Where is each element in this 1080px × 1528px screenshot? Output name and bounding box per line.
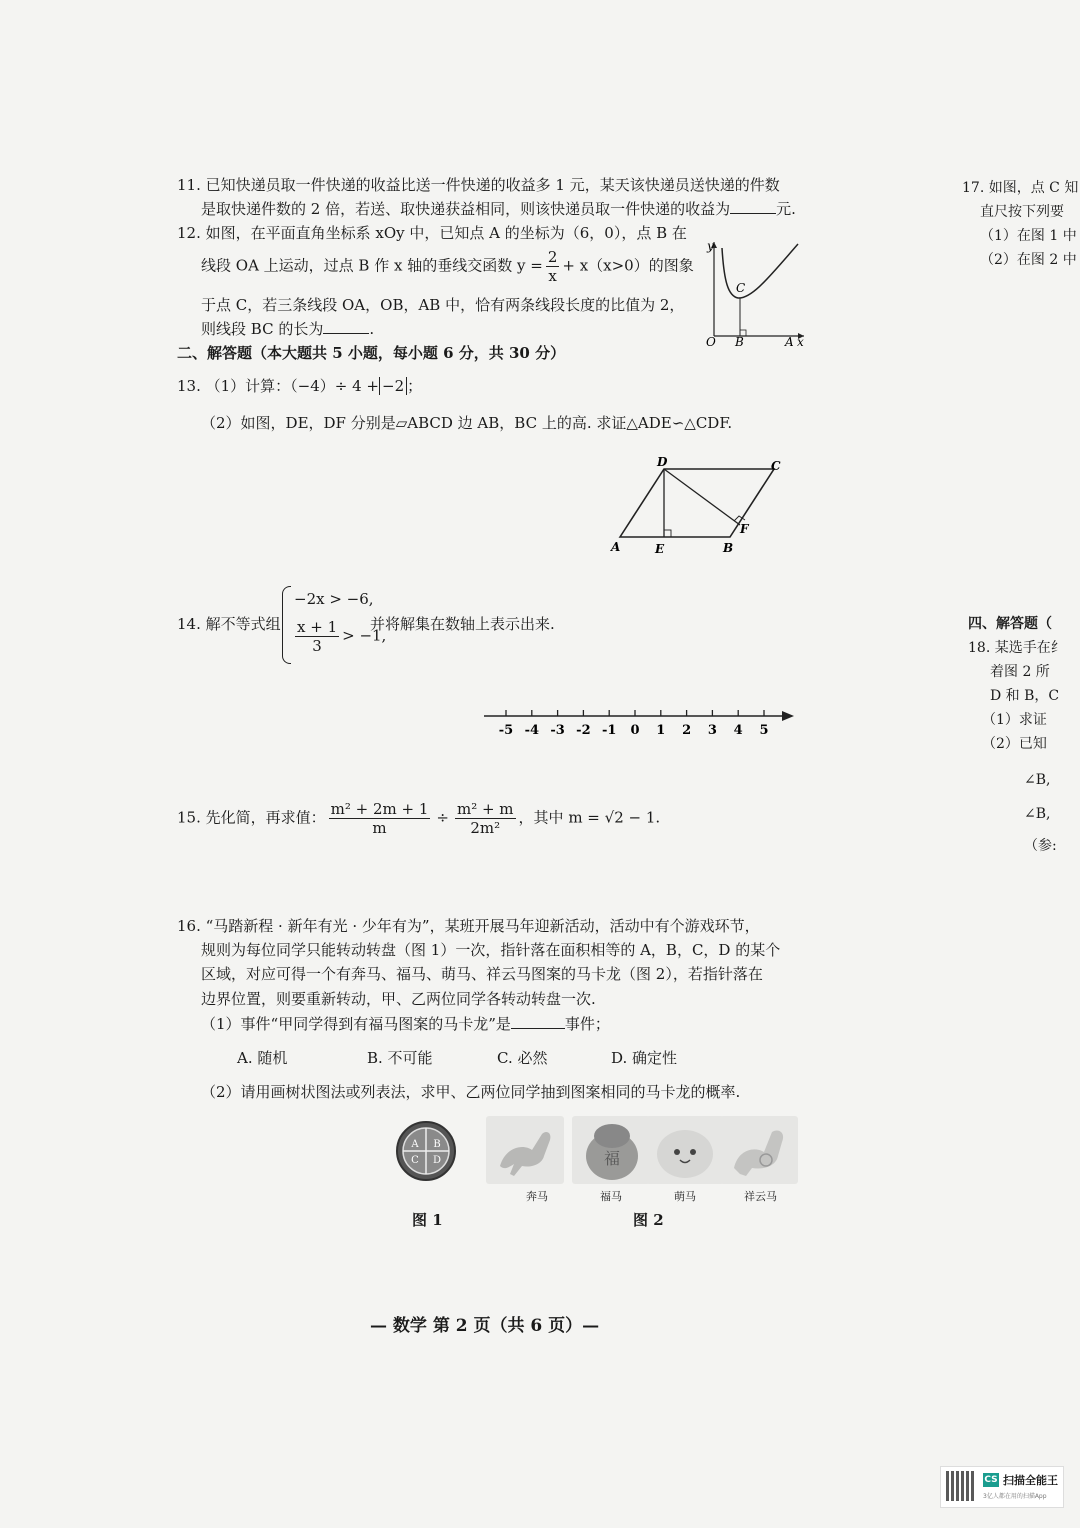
q16-part2: （2）请用画树状图法或列表法，求甲、乙两位同学抽到图案相同的马卡龙的概率.: [201, 1083, 741, 1101]
q11-line1: 11. 已知快递员取一件快递的收益比送一件快递的收益多 1 元，某天该快递员送快递的件数: [177, 176, 780, 194]
q15-frac2-num: m² + m: [456, 800, 514, 818]
q12-line2-post: + x（x>0）的图象: [562, 256, 694, 275]
fig-f-label: F: [740, 522, 749, 536]
q13-part2: （2）如图，DE，DF 分别是▱ABCD 边 AB，BC 上的高. 求证△ADE∽△CDF.: [201, 414, 733, 432]
caption-mengma: 萌马: [674, 1190, 696, 1203]
q17-line2: 直尺按下列要: [980, 204, 1064, 220]
q14-label: 14. 解不等式组: [177, 615, 281, 633]
graph-x-label: x: [797, 335, 804, 348]
q14-fraction: [295, 618, 339, 655]
right-edge-panel: [958, 170, 1080, 890]
q13-part1: [177, 376, 422, 396]
q12-line4-text: 则线段 BC 的长为: [201, 320, 324, 338]
fig-c-label: C: [771, 459, 781, 473]
horse-image-benma: [486, 1116, 564, 1184]
q11-line2-text: 是取快递件数的 2 倍，若送、取快递获益相同，则该快递员取一件快递的收益为: [201, 200, 731, 218]
q16-option-b: B. 不可能: [367, 1049, 433, 1067]
horse-image-xiangyunma: [720, 1116, 798, 1184]
q15-operator: ÷: [436, 808, 449, 827]
section4-title: 四、解答题（: [968, 616, 1052, 632]
q16-line4: 边界位置，则要重新转动，甲、乙两位同学各转动转盘一次.: [201, 990, 596, 1008]
graph-a-label: A: [785, 335, 794, 348]
q12-graph: [700, 236, 810, 348]
number-line-label: 5: [759, 723, 769, 738]
q18-line3: D 和 B，C: [990, 688, 1060, 704]
cs-badge: CS: [984, 1475, 998, 1485]
graph-o-label: O: [706, 335, 716, 348]
q11-line2: [201, 199, 796, 219]
fig-b-label: B: [723, 541, 734, 555]
q18-line2: 着图 2 所: [990, 664, 1050, 680]
q16-part1-post: 事件；: [564, 1015, 610, 1033]
q13-part1-pre: 13. （1）计算：（−4）÷ 4 +: [177, 377, 379, 395]
q14-ineq1: −2x > −6,: [294, 590, 374, 608]
q14-brace: [282, 586, 291, 664]
q18-line8: （参:: [1024, 838, 1057, 854]
caption-fuma: 福马: [600, 1190, 622, 1203]
number-line-label: 0: [630, 723, 640, 738]
scanner-watermark: [940, 1466, 1064, 1508]
number-line-label: -1: [601, 723, 617, 738]
q14-frac-den: 3: [312, 637, 322, 655]
q13-parallelogram-figure: [606, 455, 796, 560]
q12-line3: 于点 C，若三条线段 OA，OB，AB 中，恰有两条线段长度的比值为 2，: [201, 296, 685, 314]
q14-ineq2-post: > −1,: [342, 626, 387, 645]
q14-frac-num: x + 1: [297, 618, 338, 636]
q16-option-d: D. 确定性: [611, 1049, 678, 1067]
number-line-label: 3: [707, 723, 717, 738]
q15-fraction1: [329, 800, 431, 837]
number-line-label: -3: [550, 723, 565, 738]
q16-option-c: C. 必然: [497, 1049, 548, 1067]
horse-image-fuma: [572, 1116, 650, 1184]
fig-e-label: E: [655, 542, 665, 556]
q15-label: 15. 先化简，再求值：: [177, 808, 326, 827]
qr-code: [946, 1471, 976, 1501]
q12-frac-num: 2: [547, 248, 558, 266]
number-line-label: -4: [524, 723, 540, 738]
q15-frac2-den: 2m²: [470, 819, 501, 837]
figure2-label: 图 2: [633, 1211, 664, 1229]
graph-y-label: y: [707, 239, 714, 253]
section2-title: 二、解答题（本大题共 5 小题，每小题 6 分，共 30 分）: [177, 344, 566, 362]
number-line: [480, 700, 800, 742]
q16-line1: 16. “马踏新程 · 新年有光 · 少年有为”，某班开展马年迎新活动，活动中有个游戏环节，: [177, 917, 760, 935]
scanner-app-name: 扫描全能王: [1003, 1474, 1058, 1487]
q18-line5: （2）已知: [982, 736, 1047, 752]
q12-fraction: [546, 248, 560, 285]
q12-period: .: [369, 320, 375, 338]
caption-xiangyunma: 祥云马: [744, 1190, 777, 1203]
q13-part1-end: ；: [407, 377, 423, 395]
fu-character: 福: [603, 1149, 621, 1168]
q18-line6: ∠B,: [1024, 772, 1051, 788]
q16-part1: [201, 1014, 610, 1034]
fig-d-label: D: [657, 455, 668, 469]
spinner-b-label: B: [433, 1139, 441, 1150]
q11-unit: 元.: [776, 200, 796, 218]
graph-b-label: B: [735, 335, 744, 348]
q17-line1: 17. 如图，点 C 知: [962, 180, 1079, 196]
q15-frac1-den: m: [372, 819, 387, 837]
answer-blank: [511, 1014, 565, 1029]
q18-line7: ∠B,: [1024, 806, 1051, 822]
q12-line4: [201, 319, 374, 339]
q12-frac-den: x: [548, 267, 557, 285]
q14-suffix: 并将解集在数轴上表示出来.: [370, 615, 555, 633]
q16-line3: 区域，对应可得一个有奔马、福马、萌马、祥云马图案的马卡龙（图 2），若指针落在: [201, 965, 763, 983]
number-line-label: 2: [682, 723, 692, 738]
answer-blank: [323, 319, 369, 334]
number-line-label: 4: [733, 723, 743, 738]
number-line-label: 1: [656, 723, 666, 738]
spinner-wheel: [395, 1120, 457, 1182]
page-footer: — 数学 第 2 页（共 6 页）—: [370, 1316, 600, 1336]
q16-option-a: A. 随机: [237, 1049, 288, 1067]
scanner-app-tagline: 3亿人都在用的扫描App: [983, 1493, 1047, 1500]
number-line-label: -5: [498, 723, 514, 738]
q12-line2-pre: 线段 OA 上运动，过点 B 作 x 轴的垂线交函数 y =: [201, 256, 543, 275]
number-line-label: -2: [576, 723, 591, 738]
fig-a-label: A: [611, 540, 621, 554]
q15-suffix: ，其中 m = √2 − 1.: [518, 808, 661, 827]
graph-c-label: C: [736, 281, 746, 295]
q13-abs-value: −2: [379, 377, 407, 395]
q18-line4: （1）求证: [982, 712, 1047, 728]
horse-image-mengma: [646, 1116, 724, 1184]
q18-line1: 18. 某选手在纟: [968, 640, 1065, 656]
q15-frac1-num: m² + 2m + 1: [330, 800, 429, 818]
spinner-c-label: C: [411, 1155, 419, 1166]
spinner-a-label: A: [411, 1139, 419, 1150]
q15-line: [177, 800, 660, 837]
answer-blank: [730, 199, 776, 214]
q12-line2: [201, 248, 694, 285]
q17-line4: （2）在图 2 中: [980, 252, 1077, 268]
q17-line3: （1）在图 1 中: [980, 228, 1077, 244]
q16-line2: 规则为每位同学只能转动转盘（图 1）一次，指针落在面积相等的 A，B，C，D 的某个: [201, 941, 781, 959]
q16-part1-pre: （1）事件“甲同学得到有福马图案的马卡龙”是: [201, 1015, 511, 1033]
caption-benma: 奔马: [526, 1190, 548, 1203]
q12-line1: 12. 如图，在平面直角坐标系 xOy 中，已知点 A 的坐标为（6，0），点 B 在: [177, 224, 687, 242]
figure1-label: 图 1: [412, 1211, 443, 1229]
q15-fraction2: [455, 800, 516, 837]
spinner-d-label: D: [432, 1155, 442, 1166]
